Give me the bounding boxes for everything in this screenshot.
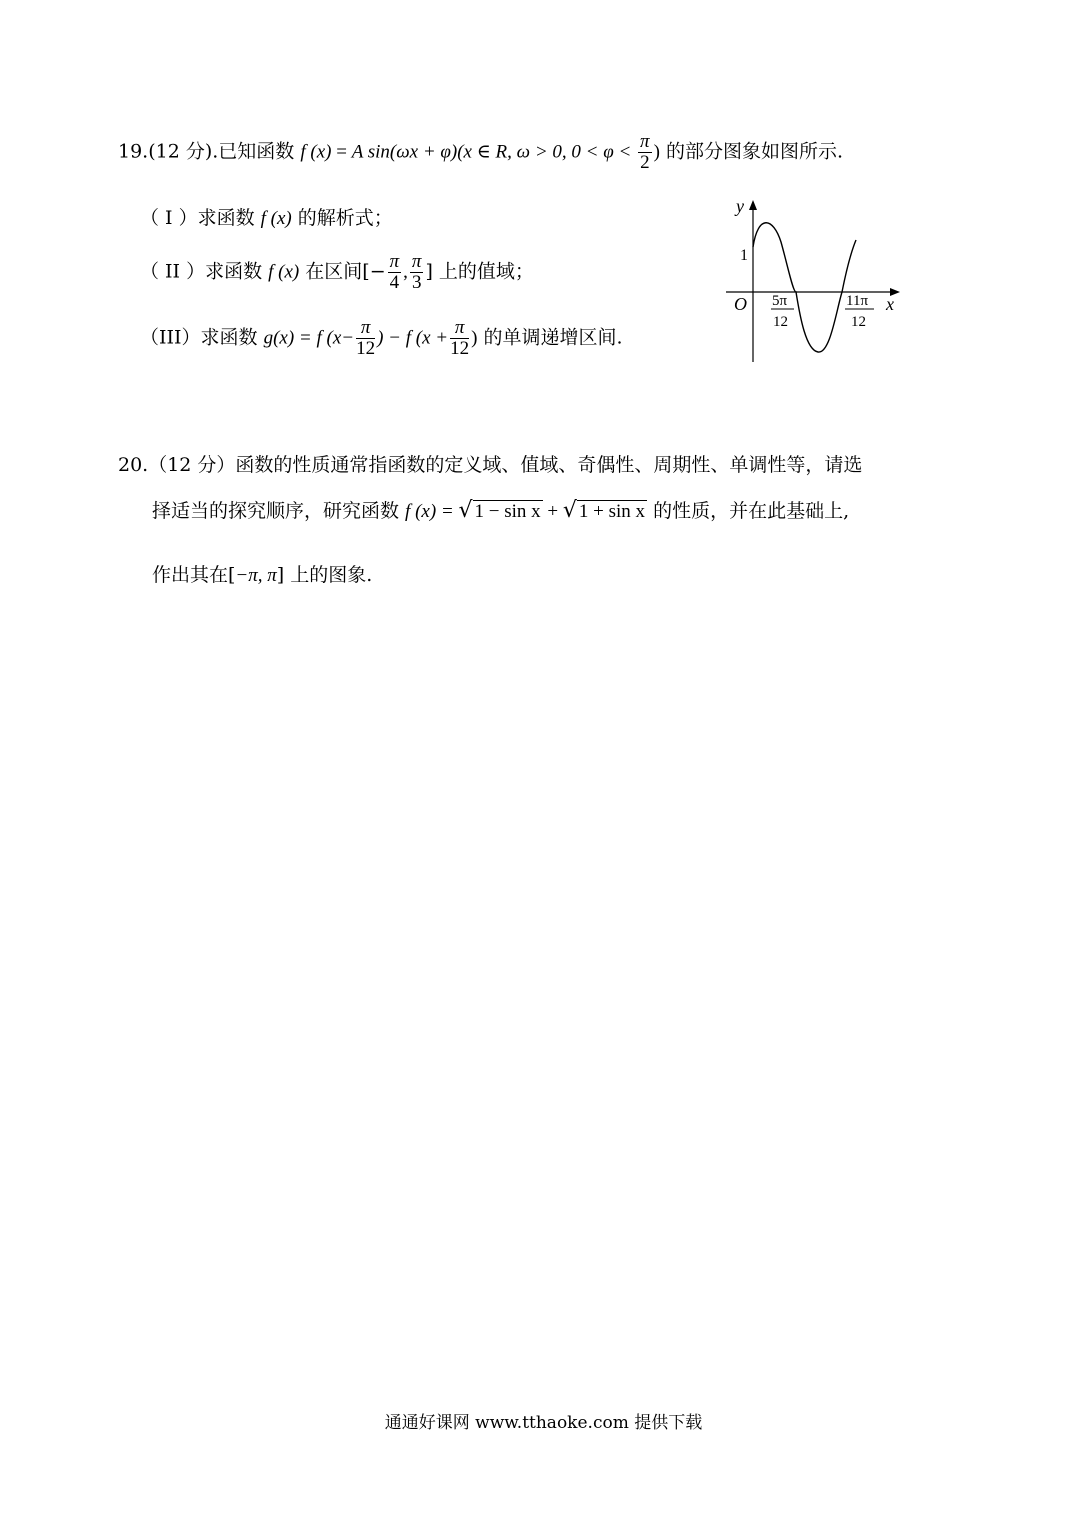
q19-part2: [140, 252, 534, 293]
radical-icon: √: [562, 498, 577, 523]
q20-line2: [152, 496, 849, 523]
q19-head: 19.(12 分).已知函数: [118, 140, 295, 163]
tick-one-label: 1: [740, 247, 748, 264]
q19-part3: [140, 318, 623, 359]
q20-line3b: ] 上的图象.: [276, 564, 373, 586]
q19-p3-end: ): [471, 327, 478, 349]
q19-p3-frac2-num: π: [450, 318, 469, 339]
q20-plus: +: [542, 501, 563, 522]
q19-frac-den: 2: [640, 151, 650, 173]
q19-line: [118, 132, 843, 173]
q20-line1: [118, 450, 862, 477]
q19-p3-mid: ) − f (x +: [377, 327, 449, 349]
q19-frac-num: π: [640, 131, 650, 152]
q19-p3-gx: g(x) = f (x−: [263, 327, 355, 349]
q19-p3-frac1-num: π: [356, 318, 375, 339]
tick-b-den: 12: [851, 314, 866, 330]
q19-p3-text: 的单调递增区间.: [477, 326, 623, 349]
tick-b-num: 11π: [846, 293, 869, 309]
q19-p2-fx: f (x): [268, 261, 300, 283]
q19-p2-frac1: [388, 252, 402, 293]
x-axis-label: x: [886, 294, 894, 314]
tick-a-num: 5π: [772, 293, 788, 309]
q19-p1-label: （ I ）求函数: [140, 207, 261, 229]
q19-p2-comma: ,: [403, 261, 408, 283]
q19-eq: =: [331, 141, 352, 163]
q19-p1-text: 的解析式；: [291, 207, 393, 229]
q19-p2-frac1-num: π: [389, 251, 400, 272]
sine-graph: [718, 192, 908, 367]
sine-curve: [753, 223, 856, 352]
q19-p2-frac2: [410, 252, 424, 293]
q19-expr: A sin(ωx + φ)(x ∈ R, ω > 0, 0 < φ <: [351, 141, 637, 163]
q20-line3a: 作出其在[: [152, 564, 236, 586]
q20-interval: −π, π: [235, 565, 277, 586]
q19-p3-frac2-den: 12: [450, 337, 470, 359]
q19-tail: 的部分图象如图所示.: [659, 140, 843, 163]
y-axis-arrow: [749, 200, 757, 210]
q19-p3-frac1-den: 12: [356, 337, 376, 359]
q20-rad1: 1 − sin x: [474, 501, 541, 522]
q19-p2-frac2-num: π: [411, 251, 422, 272]
q19-p1-fx: f (x): [260, 208, 292, 229]
page-footer: 通通好课网 www.tthaoke.com 提供下载: [384, 1413, 703, 1433]
q20-line2b: 的性质，并在此基础上,: [647, 500, 850, 522]
q19-close: ): [653, 141, 660, 163]
y-axis-label: y: [736, 196, 744, 216]
q19-p2-frac1-den: 4: [389, 271, 400, 293]
q19-p2-text1: 在区间[−: [299, 260, 386, 283]
q20-line3: [152, 560, 372, 587]
q19-p2-frac2-den: 3: [411, 271, 422, 293]
q20-rad2: 1 + sin x: [578, 501, 646, 522]
q19-frac: [638, 132, 652, 173]
q19-fx: f (x): [300, 141, 332, 163]
q20-fx: f (x) =: [405, 501, 459, 522]
q19-p3-frac1: [356, 318, 375, 359]
q20-line1-text: 20.（12 分）函数的性质通常指函数的定义域、值域、奇偶性、周期性、单调性等，请选: [118, 454, 863, 476]
tick-a-den: 12: [773, 314, 788, 330]
q20-line2a: 择适当的探究顺序，研究函数: [152, 500, 406, 522]
q19-p3-label: （III）求函数: [140, 326, 264, 349]
origin-label: O: [734, 294, 747, 314]
q19-p3-frac2: [450, 318, 469, 359]
q19-part1: [140, 203, 393, 230]
q19-p2-text2: ] 上的值域；: [425, 260, 534, 283]
radical-icon: √: [458, 498, 473, 523]
q19-p2-label: （ II ）求函数: [140, 260, 269, 283]
